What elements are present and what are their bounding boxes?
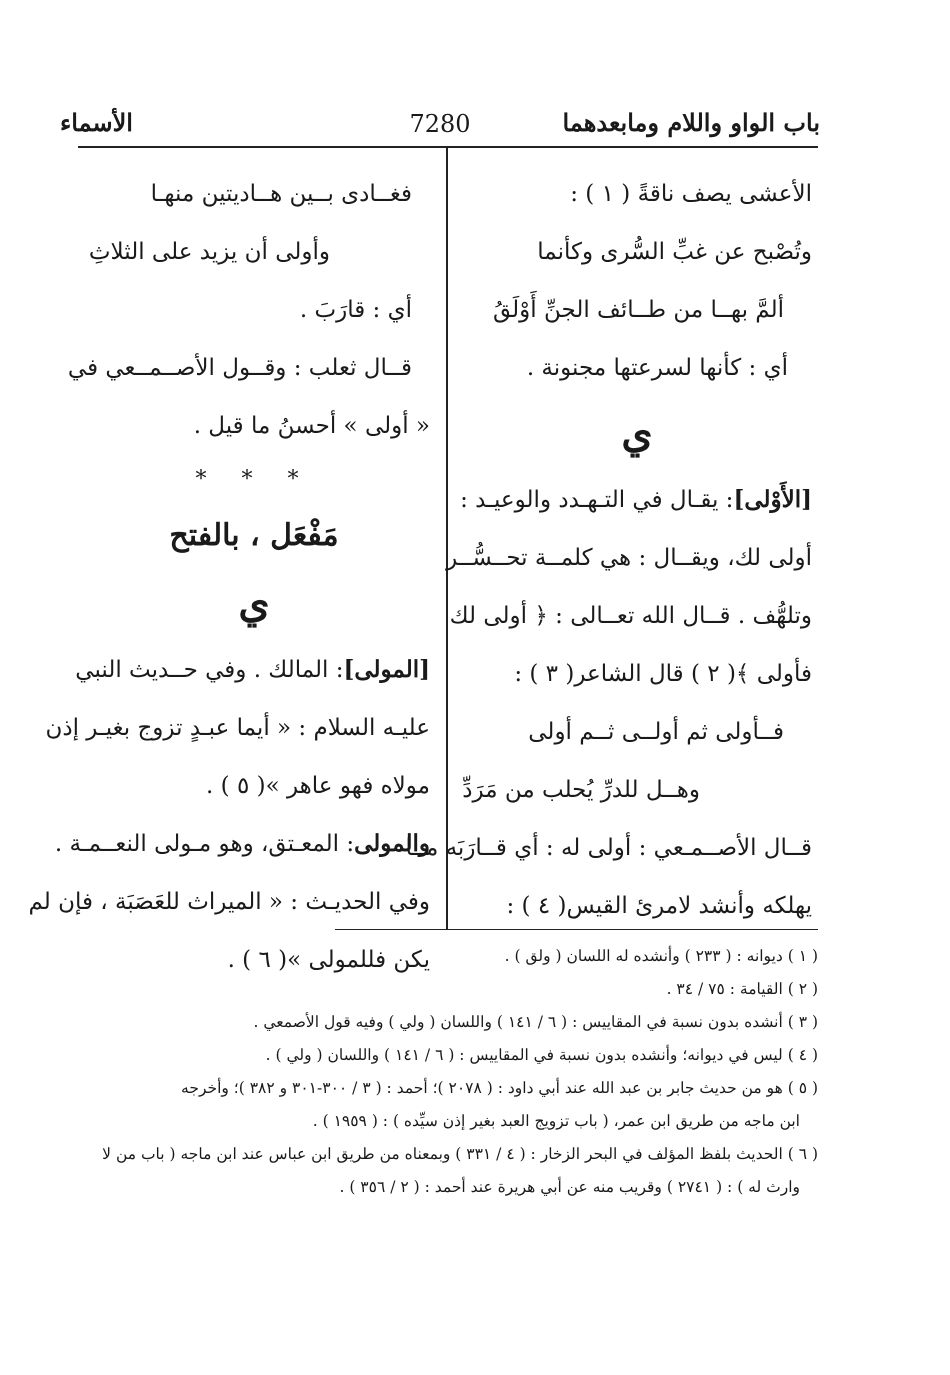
section-separator: * * * bbox=[195, 467, 313, 492]
footnote-continuation: وارث له ) : ( ٢٧٤١ ) وقريب منه عن أبي هريرة عند أحمد : ( ٢ / ٣٥٦ ) . bbox=[339, 1178, 800, 1196]
header-rule bbox=[78, 146, 818, 148]
text-line: أي : قارَبَ . bbox=[299, 297, 412, 323]
letter-heading: ي bbox=[621, 410, 653, 457]
verse-line: فغــادى بــين هــاديتين منهـا bbox=[150, 181, 412, 207]
entry-text: : المالك . وفي حــديث النبي bbox=[75, 657, 344, 683]
footnote: ( ٥ ) هو من حديث جابر بن عبد الله عند أبي داود : ( ٢٠٧٨ )؛ أحمد : ( ٣ / ٣٠٠-٣٠١ و ٣٨٢ )؛ وأخرجه bbox=[181, 1079, 818, 1097]
verse-line: وهــل للدرِّ يُحلب من مَرَدِّ bbox=[462, 777, 700, 803]
footnote: ( ٤ ) ليس في ديوانه؛ وأنشده بدون نسبة في المقاييس : ( ٦ / ١٤١ ) واللسان ( ولي ) . bbox=[265, 1046, 818, 1064]
chapter-title: باب الواو واللام ومابعدهما bbox=[562, 108, 820, 137]
text-line: يكن فللمولى »( ٦ ) . bbox=[227, 947, 430, 973]
verse-line: فــأولى ثم أولــى ثــم أولى bbox=[528, 719, 784, 745]
text-line: عليـه السلام : « أيما عبـدٍ تزوج بغيـر إذن bbox=[45, 715, 430, 741]
text-line: أي : كأنها لسرعتها مجنونة . bbox=[526, 355, 788, 381]
entry-term: [المولى] bbox=[343, 656, 430, 683]
footnote: ( ٦ ) الحديث بلفظ المؤلف في البحر الزخار : ( ٤ / ٣٣١ ) وبمعناه من طريق ابن عباس عند ابن ماجه ( باب من لا bbox=[102, 1145, 818, 1163]
verse-line: وتُصْبح عن غبِّ السُّرى وكأنما bbox=[537, 239, 812, 265]
right-column bbox=[405, 165, 812, 935]
verse-line: ألمَّ بهــا من طــائف الجنِّ أَوْلَقُ bbox=[492, 297, 784, 323]
left-column bbox=[28, 165, 430, 989]
footnote: ( ١ ) ديوانه : ( ٢٣٣ ) وأنشده له اللسان ( ولق ) . bbox=[504, 947, 818, 965]
text-line: قــال ثعلب : وقــول الأصــمــعي في bbox=[67, 355, 412, 381]
entry-term: والمولى bbox=[354, 830, 430, 857]
footnotes bbox=[78, 940, 818, 1204]
text-line: وفي الحديـث : « الميراث للعَصَبَة ، فإن لم bbox=[28, 889, 430, 915]
entry-text: : المعـتق، وهو مـولى النعــمـة . bbox=[54, 831, 355, 857]
page-header bbox=[60, 108, 820, 142]
subheading: مَفْعَل ، بالفتح bbox=[169, 518, 339, 553]
footnote: ( ٣ ) أنشده بدون نسبة في المقاييس : ( ٦ / ١٤١ ) واللسان ( ولي ) وفيه قول الأصمعي . bbox=[253, 1013, 818, 1031]
footnote-continuation: ابن ماجه من طريق ابن عمر، ( باب تزويج العبد بغير إذن سيِّده ) : ( ١٩٥٩ ) . bbox=[312, 1112, 800, 1130]
footnote-rule bbox=[335, 929, 818, 930]
text-line: الأعشى يصف ناقةً ( ١ ) : bbox=[570, 181, 812, 207]
text-line: يهلكه وأنشد لامرئ القيس( ٤ ) : bbox=[506, 893, 812, 919]
text-line: « أولى » أحسنُ ما قيل . bbox=[193, 413, 430, 439]
entry-text: : يقـال في التـهـدد والوعيـد : bbox=[460, 487, 734, 513]
text-line: قــال الأصــمـعي : أولى له : أي قــارَبَه مــا bbox=[405, 835, 812, 861]
footnote: ( ٢ ) القيامة : ٧٥ / ٣٤ . bbox=[666, 980, 818, 998]
section-title: الأسماء bbox=[60, 108, 133, 137]
text-line: وتلهُّف . قــال الله تعــالى : ﴿ أولى لك bbox=[449, 603, 812, 629]
page-number: 7280 bbox=[409, 110, 471, 138]
letter-heading: ي bbox=[238, 580, 270, 627]
verse-line: وأولى أن يزيد على الثلاثِ bbox=[88, 239, 330, 265]
entry-line bbox=[75, 641, 430, 699]
entry-line bbox=[462, 471, 812, 529]
entry-term: [الأَوْلى] bbox=[733, 486, 812, 513]
entry-line bbox=[54, 815, 430, 873]
text-line: أولى لك، ويقــال : هي كلمــة تحــسُّــر bbox=[446, 545, 812, 571]
text-line: مولاه فهو عاهر »( ٥ ) . bbox=[206, 773, 430, 799]
text-line: فأولى ﴾( ٢ ) قال الشاعر( ٣ ) : bbox=[514, 661, 812, 687]
